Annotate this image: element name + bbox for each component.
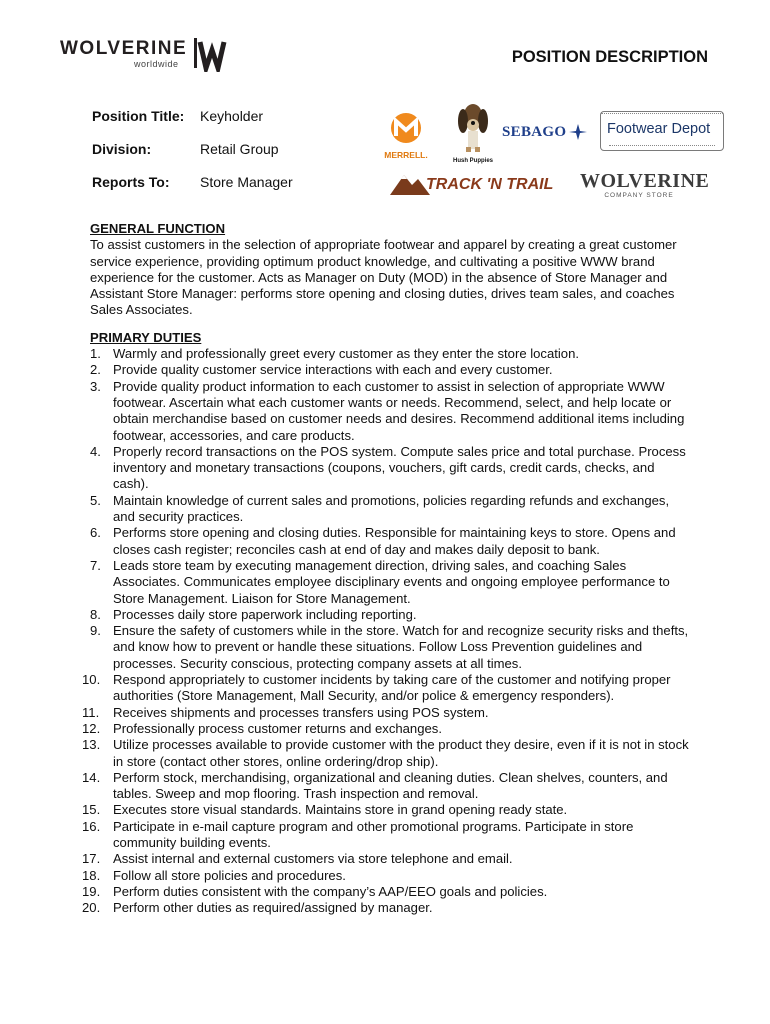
position-title-value: Keyholder	[200, 108, 264, 124]
fwdepot-bottom-rule	[609, 145, 715, 146]
company-sub: worldwide	[134, 59, 179, 69]
main-content	[82, 221, 690, 916]
duty-item	[82, 818, 690, 852]
primary-duties-list	[82, 346, 690, 916]
duty-number: 6.	[90, 525, 101, 541]
hush-puppies-text: Hush Puppies	[452, 158, 493, 164]
duty-text: Provide quality product information to each customer to assist in selection of appropriate WWW footwear. Ascertain what each customer wants or needs. Recommend, select, and help locate or obtain merchandise based on customer needs and desires. Recommend additional items including footwear, accessories, and care products.	[113, 378, 685, 443]
duty-number: 14.	[82, 769, 101, 785]
general-function-text: To assist customers in the selection of appropriate footwear and apparel by creating a great customer service experience, providing optimum product knowledge, and cultivating a positive WWW brand experience for the customer. Acts as Manager on Duty (MOD) in the absence of Store Manager and Assistant Store Manager: performs store opening and closing duties, drives team sales, and coaches Sales Associates.	[90, 237, 677, 318]
basset-hound-icon	[448, 101, 498, 153]
footwear-depot-text: Footwear Depot	[607, 121, 711, 137]
footwear-depot-logo	[600, 111, 724, 151]
duty-item	[90, 444, 690, 493]
merrell-mark-icon	[378, 112, 434, 146]
fwdepot-top-rule	[601, 113, 723, 115]
duty-text: Perform stock, merchandising, organizational and cleaning duties. Clean shelves, counters, and tables. Sweep and mop flooring. Trash inspection and removal.	[113, 769, 668, 802]
duty-item	[90, 362, 690, 378]
duty-text: Perform duties consistent with the company’s AAP/EEO goals and policies.	[113, 883, 548, 899]
duty-number: 10.	[82, 672, 101, 688]
duty-text: Perform other duties as required/assigned by manager.	[113, 900, 433, 916]
duty-text: Assist internal and external customers via store telephone and email.	[113, 851, 513, 867]
duty-item	[90, 346, 690, 362]
duty-number: 7.	[90, 557, 101, 573]
sebago-compass-icon	[569, 124, 587, 140]
reports-to-value: Store Manager	[200, 174, 293, 190]
duty-text: Processes daily store paperwork including reporting.	[113, 606, 417, 622]
duty-text: Performs store opening and closing duties. Responsible for maintaining keys to store. Opens and closes cash register; reconciles cash at end of day and makes daily deposit to bank.	[113, 525, 676, 557]
duty-text: Maintain knowledge of current sales and promotions, policies regarding refunds and exchanges, and security practices.	[113, 492, 670, 525]
duty-text: Ensure the safety of customers while in the store. Watch for and recognize security risks and thefts, and know how to prevent or handle these situations. Follow Loss Prevention guidelines and processes. Security conscious, protecting company assets at all times.	[113, 623, 689, 671]
duty-number: 8.	[90, 606, 101, 622]
duty-number: 18.	[82, 867, 101, 883]
duty-number: 13.	[82, 737, 101, 753]
sebago-text: SEBAGO	[502, 123, 567, 140]
duty-item	[90, 525, 690, 558]
duty-text: Properly record transactions on the POS system. Compute sales price and total purchase. Process inventory and monetary transactions (coupons, vouchers, gift cards, credit cards, checks, and cash).	[113, 443, 686, 492]
ww-mark-icon	[194, 38, 232, 72]
duty-number: 4.	[90, 443, 101, 459]
mountain-icon	[390, 171, 430, 197]
duty-number: 12.	[82, 720, 101, 736]
duty-text: Respond appropriately to customer incidents by taking care of the customer and notifying proper authorities (Store Management, Mall Security, and/or police & emergency responders).	[113, 672, 671, 704]
duty-item	[82, 769, 690, 803]
position-title-label: Position Title:	[92, 108, 185, 124]
duty-text: Participate in e-mail capture program and other promotional programs. Participate in store community building events.	[113, 818, 634, 850]
duty-text: Professionally process customer returns and exchanges.	[113, 720, 442, 736]
wolverine-store-sub: COMPANY STORE	[604, 192, 674, 199]
duty-number: 11.	[82, 704, 100, 720]
duty-number: 2.	[90, 362, 101, 378]
duty-text: Executes store visual standards. Maintains store in grand opening ready state.	[113, 802, 568, 818]
duty-number: 3.	[90, 378, 101, 394]
duty-item	[82, 672, 690, 705]
duty-text: Warmly and professionally greet every customer as they enter the store location.	[113, 346, 580, 362]
duty-item	[82, 737, 690, 770]
wolverine-store-text: WOLVERINE	[580, 170, 710, 192]
primary-duties-title: PRIMARY DUTIES	[90, 329, 202, 345]
duty-number: 16.	[82, 818, 101, 834]
hush-puppies-logo	[448, 101, 498, 165]
duty-text: Provide quality customer service interactions with each and every customer.	[113, 362, 553, 378]
company-name: WOLVERINE	[60, 38, 188, 59]
duty-number: 5.	[90, 492, 101, 508]
duty-item	[82, 851, 690, 867]
division-value: Retail Group	[200, 141, 279, 157]
duty-item	[82, 720, 690, 737]
duty-number: 19.	[82, 883, 101, 899]
duty-number: 20.	[82, 900, 101, 916]
duty-item	[90, 493, 690, 526]
duty-item	[90, 379, 690, 444]
track-n-trail-text: TRACK 'N TRAIL	[426, 176, 554, 193]
duty-number: 17.	[82, 851, 101, 867]
wolverine-company-store-logo	[580, 170, 710, 206]
duty-item	[82, 704, 690, 721]
duty-item	[90, 623, 690, 672]
company-logo	[60, 38, 230, 74]
duty-item	[82, 900, 690, 916]
duty-text: Follow all store policies and procedures.	[113, 867, 346, 883]
duty-item	[82, 867, 690, 884]
duty-text: Receives shipments and processes transfers using POS system.	[113, 704, 489, 720]
merrell-logo	[378, 112, 434, 158]
merrell-text: MERRELL.	[384, 150, 428, 160]
duty-item	[90, 558, 690, 607]
duty-number: 9.	[90, 623, 101, 639]
duty-text: Leads store team by executing management direction, driving sales, and coaching Sales Associates. Communicates employee disciplinary events and ongoing employee performance to Store Management. Liaison for Store Management.	[113, 557, 670, 606]
duty-item	[82, 802, 690, 818]
reports-to-label: Reports To:	[92, 174, 170, 190]
duty-item	[82, 883, 690, 900]
general-function-title: GENERAL FUNCTION	[90, 221, 226, 236]
division-label: Division:	[92, 141, 152, 157]
document-title: POSITION DESCRIPTION	[511, 48, 708, 66]
duty-text: Utilize processes available to provide customer with the product they desire, even if it is not in stock in store (contact other stores, online ordering/drop ship).	[113, 737, 689, 769]
duty-number: 1.	[90, 346, 101, 362]
duty-item	[90, 607, 690, 623]
track-n-trail-logo	[390, 171, 554, 199]
duty-number: 15.	[82, 802, 101, 818]
sebago-logo	[502, 122, 592, 142]
